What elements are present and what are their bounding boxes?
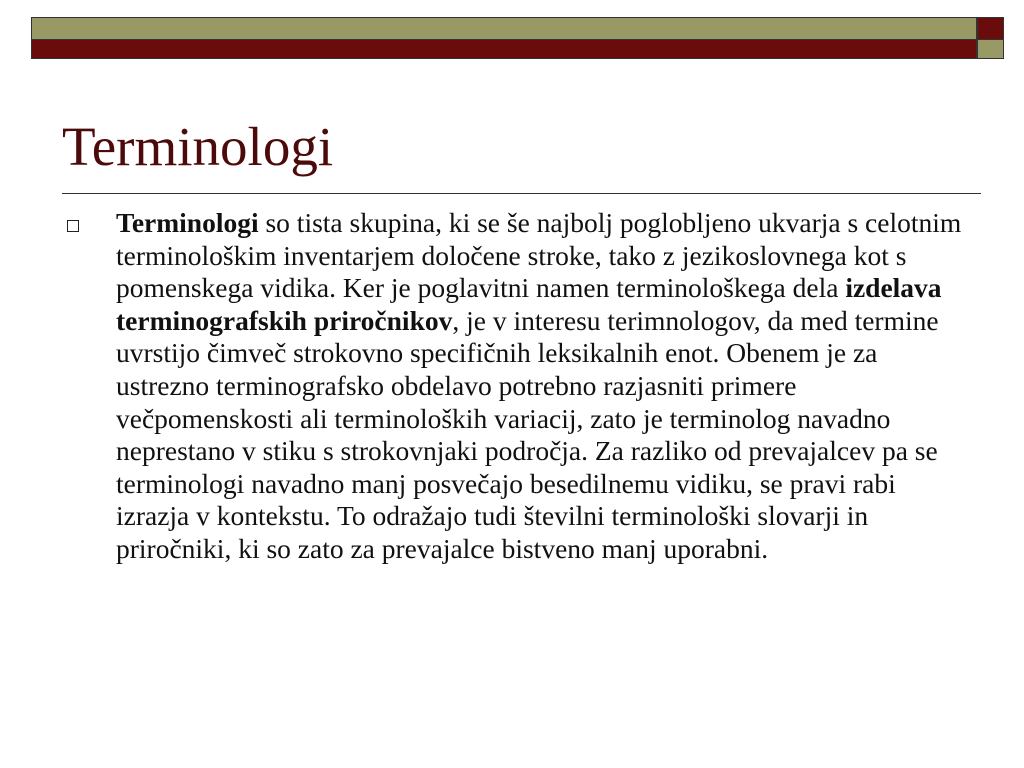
- bold-term-terminologi: Terminologi: [116, 207, 259, 238]
- title-divider-line: [62, 193, 981, 194]
- header-corner-maroon-square: [977, 17, 1004, 40]
- hollow-square-bullet-icon: [67, 220, 79, 232]
- paragraph-text-part-1: so tista skupina, ki se še najbolj poglobljeno ukvarja s celotnim terminološkim inventarjem določene stroke, tako z jezikoslovnega kot s pomenskega vidika. Ker je poglavitni namen terminološkega dela: [116, 207, 962, 304]
- bullet-paragraph: [116, 207, 968, 566]
- paragraph-text-part-2: , je v interesu terimnologov, da med termine uvrstijo čimveč strokovno specifičnih leksikalnih enot. Obenem je za ustrezno terminografsko obdelavo potrebno razjasniti primere večpomenskosti ali terminoloških variacij, zato je terminolog navadno neprestano v stiku s strokovnjaki področja. Za razliko od prevajalcev pa se terminologi navadno manj posvečajo besedilnemu vidiku, se pravi rabi izrazja v kontekstu. To odražajo tudi številni terminološki slovarji in priročniki, ki so zato za prevajalce bistveno manj uporabni.: [116, 304, 939, 564]
- header-corner-olive-square: [977, 40, 1004, 59]
- slide-title: Terminologi: [62, 116, 334, 177]
- header-band-maroon: [31, 40, 977, 59]
- bold-term-izdelava: izdelava terminografskih priročnikov: [116, 272, 942, 336]
- header-band-olive: [31, 17, 977, 40]
